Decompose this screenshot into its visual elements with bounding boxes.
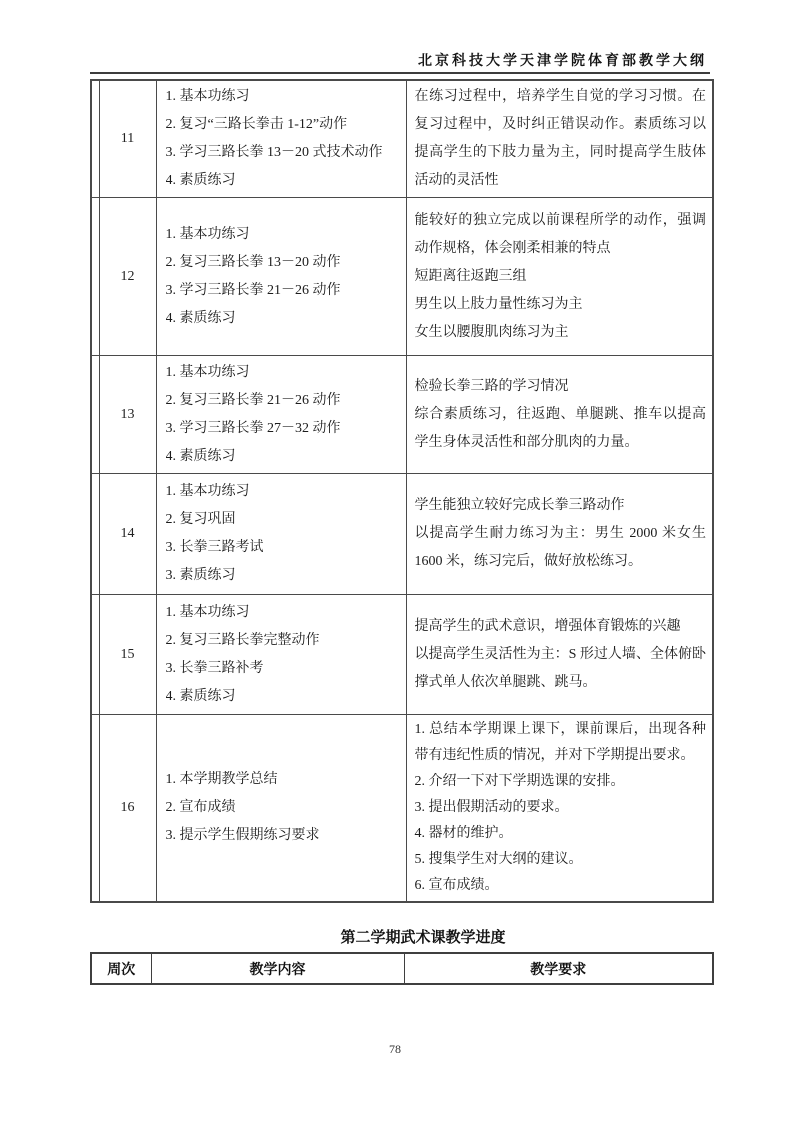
schedule-row — [91, 595, 713, 715]
row-left-spacer — [91, 198, 99, 356]
week-number: 13 — [99, 356, 156, 474]
requirement-paragraph: 2. 介绍一下对下学期选课的安排。 — [414, 774, 625, 789]
requirement-paragraph: 5. 搜集学生对大纲的建议。 — [414, 852, 583, 867]
content-line: 3. 提示学生假期练习要求 — [165, 828, 320, 843]
teaching-requirements-cell — [406, 715, 713, 903]
content-line: 1. 基本功练习 — [165, 364, 250, 380]
content-line: 3. 长拳三路补考 — [165, 660, 264, 676]
teaching-content-cell — [156, 474, 406, 595]
content-line: 2. 复习三路长拳 13－20 动作 — [165, 254, 341, 270]
row-left-spacer — [91, 715, 99, 903]
content-line: 1. 本学期教学总结 — [165, 772, 278, 787]
second-semester-title: 第二学期武术课教学进度 — [340, 929, 506, 946]
week-number: 12 — [99, 198, 156, 356]
requirement-paragraph: 以提高学生灵活性为主：S 形过人墙、全体俯卧撑式单人依次单腿跳、跳马。 — [414, 646, 706, 690]
column-header-week: 周次 — [91, 953, 151, 984]
content-line: 2. 复习三路长拳 21－26 动作 — [165, 392, 341, 408]
requirement-paragraph: 6. 宣布成绩。 — [414, 878, 499, 893]
content-line: 3. 素质练习 — [165, 568, 236, 583]
week-number: 15 — [99, 595, 156, 715]
teaching-content-cell — [156, 356, 406, 474]
requirement-paragraph: 学生能独立较好完成长拳三路动作 — [414, 498, 625, 513]
requirement-paragraph: 短距离往返跑三组 — [414, 268, 527, 284]
requirement-paragraph: 1. 总结本学期课上课下，课前课后，出现各种带有违纪性质的情况，并对下学期提出要求。 — [414, 722, 706, 763]
content-line: 3. 学习三路长拳 13－20 式技术动作 — [165, 145, 383, 160]
requirement-paragraph: 3. 提出假期活动的要求。 — [414, 800, 569, 815]
page-header — [418, 50, 707, 70]
schedule-row — [91, 198, 713, 356]
teaching-requirements-cell — [406, 356, 713, 474]
requirement-paragraph: 提高学生的武术意识，增强体育锻炼的兴趣 — [414, 618, 681, 634]
content-line: 2. 宣布成绩 — [165, 800, 236, 815]
second-semester-header-row — [91, 953, 713, 984]
requirement-paragraph: 检验长拳三路的学习情况 — [414, 378, 569, 394]
requirement-paragraph: 能较好的独立完成以前课程所学的动作，强调动作规格，体会刚柔相兼的特点 — [414, 212, 706, 256]
column-header-content: 教学内容 — [151, 953, 404, 984]
column-header-requirements: 教学要求 — [404, 953, 713, 984]
content-line: 3. 长拳三路考试 — [165, 540, 264, 555]
requirement-paragraph: 女生以腰腹肌肉练习为主 — [414, 324, 569, 340]
week-number: 14 — [99, 474, 156, 595]
requirement-paragraph: 综合素质练习，往返跑、单腿跳、推车以提高学生身体灵活性和部分肌肉的力量。 — [414, 406, 706, 450]
row-left-spacer — [91, 356, 99, 474]
teaching-requirements-cell — [406, 198, 713, 356]
content-line: 4. 素质练习 — [165, 310, 236, 326]
content-line: 2. 复习巩固 — [165, 512, 236, 527]
schedule-row — [91, 356, 713, 474]
schedule-row — [91, 715, 713, 903]
content-line: 4. 素质练习 — [165, 448, 236, 464]
header-rule — [90, 72, 710, 74]
content-line: 3. 学习三路长拳 21－26 动作 — [165, 282, 341, 298]
content-line: 1. 基本功练习 — [165, 604, 250, 620]
content-line: 4. 素质练习 — [165, 173, 236, 188]
row-left-spacer — [91, 80, 99, 198]
page-number: 78 — [389, 1042, 401, 1056]
teaching-content-cell — [156, 198, 406, 356]
teaching-content-cell — [156, 715, 406, 903]
content-line: 4. 素质练习 — [165, 688, 236, 704]
requirement-paragraph: 男生以上肢力量性练习为主 — [414, 296, 583, 312]
content-line: 2. 复习“三路长拳击 1-12”动作 — [165, 117, 348, 132]
second-semester-table — [90, 952, 714, 985]
row-left-spacer — [91, 595, 99, 715]
teaching-content-cell — [156, 595, 406, 715]
week-number: 16 — [99, 715, 156, 903]
row-left-spacer — [91, 474, 99, 595]
content-line: 1. 基本功练习 — [165, 484, 250, 499]
teaching-requirements-cell — [406, 80, 713, 198]
schedule-row — [91, 474, 713, 595]
requirement-paragraph: 以提高学生耐力练习为主：男生 2000 米女生 1600 米，练习完后，做好放松练习。 — [414, 526, 706, 569]
requirement-paragraph: 在练习过程中，培养学生自觉的学习习惯。在复习过程中，及时纠正错误动作。素质练习以提高学生的下肢力量为主，同时提高学生肢体活动的灵活性 — [414, 89, 706, 188]
teaching-content-cell — [156, 80, 406, 198]
requirement-paragraph: 4. 器材的维护。 — [414, 826, 513, 841]
schedule-row — [91, 80, 713, 198]
content-line: 2. 复习三路长拳完整动作 — [165, 632, 320, 648]
schedule-table — [90, 79, 714, 903]
content-line: 1. 基本功练习 — [165, 226, 250, 242]
week-number: 11 — [99, 80, 156, 198]
content-line: 1. 基本功练习 — [165, 89, 250, 104]
content-line: 3. 学习三路长拳 27－32 动作 — [165, 420, 341, 436]
page-header-title: 北京科技大学天津学院体育部教学大纲 — [418, 54, 707, 69]
teaching-requirements-cell — [406, 595, 713, 715]
teaching-requirements-cell — [406, 474, 713, 595]
